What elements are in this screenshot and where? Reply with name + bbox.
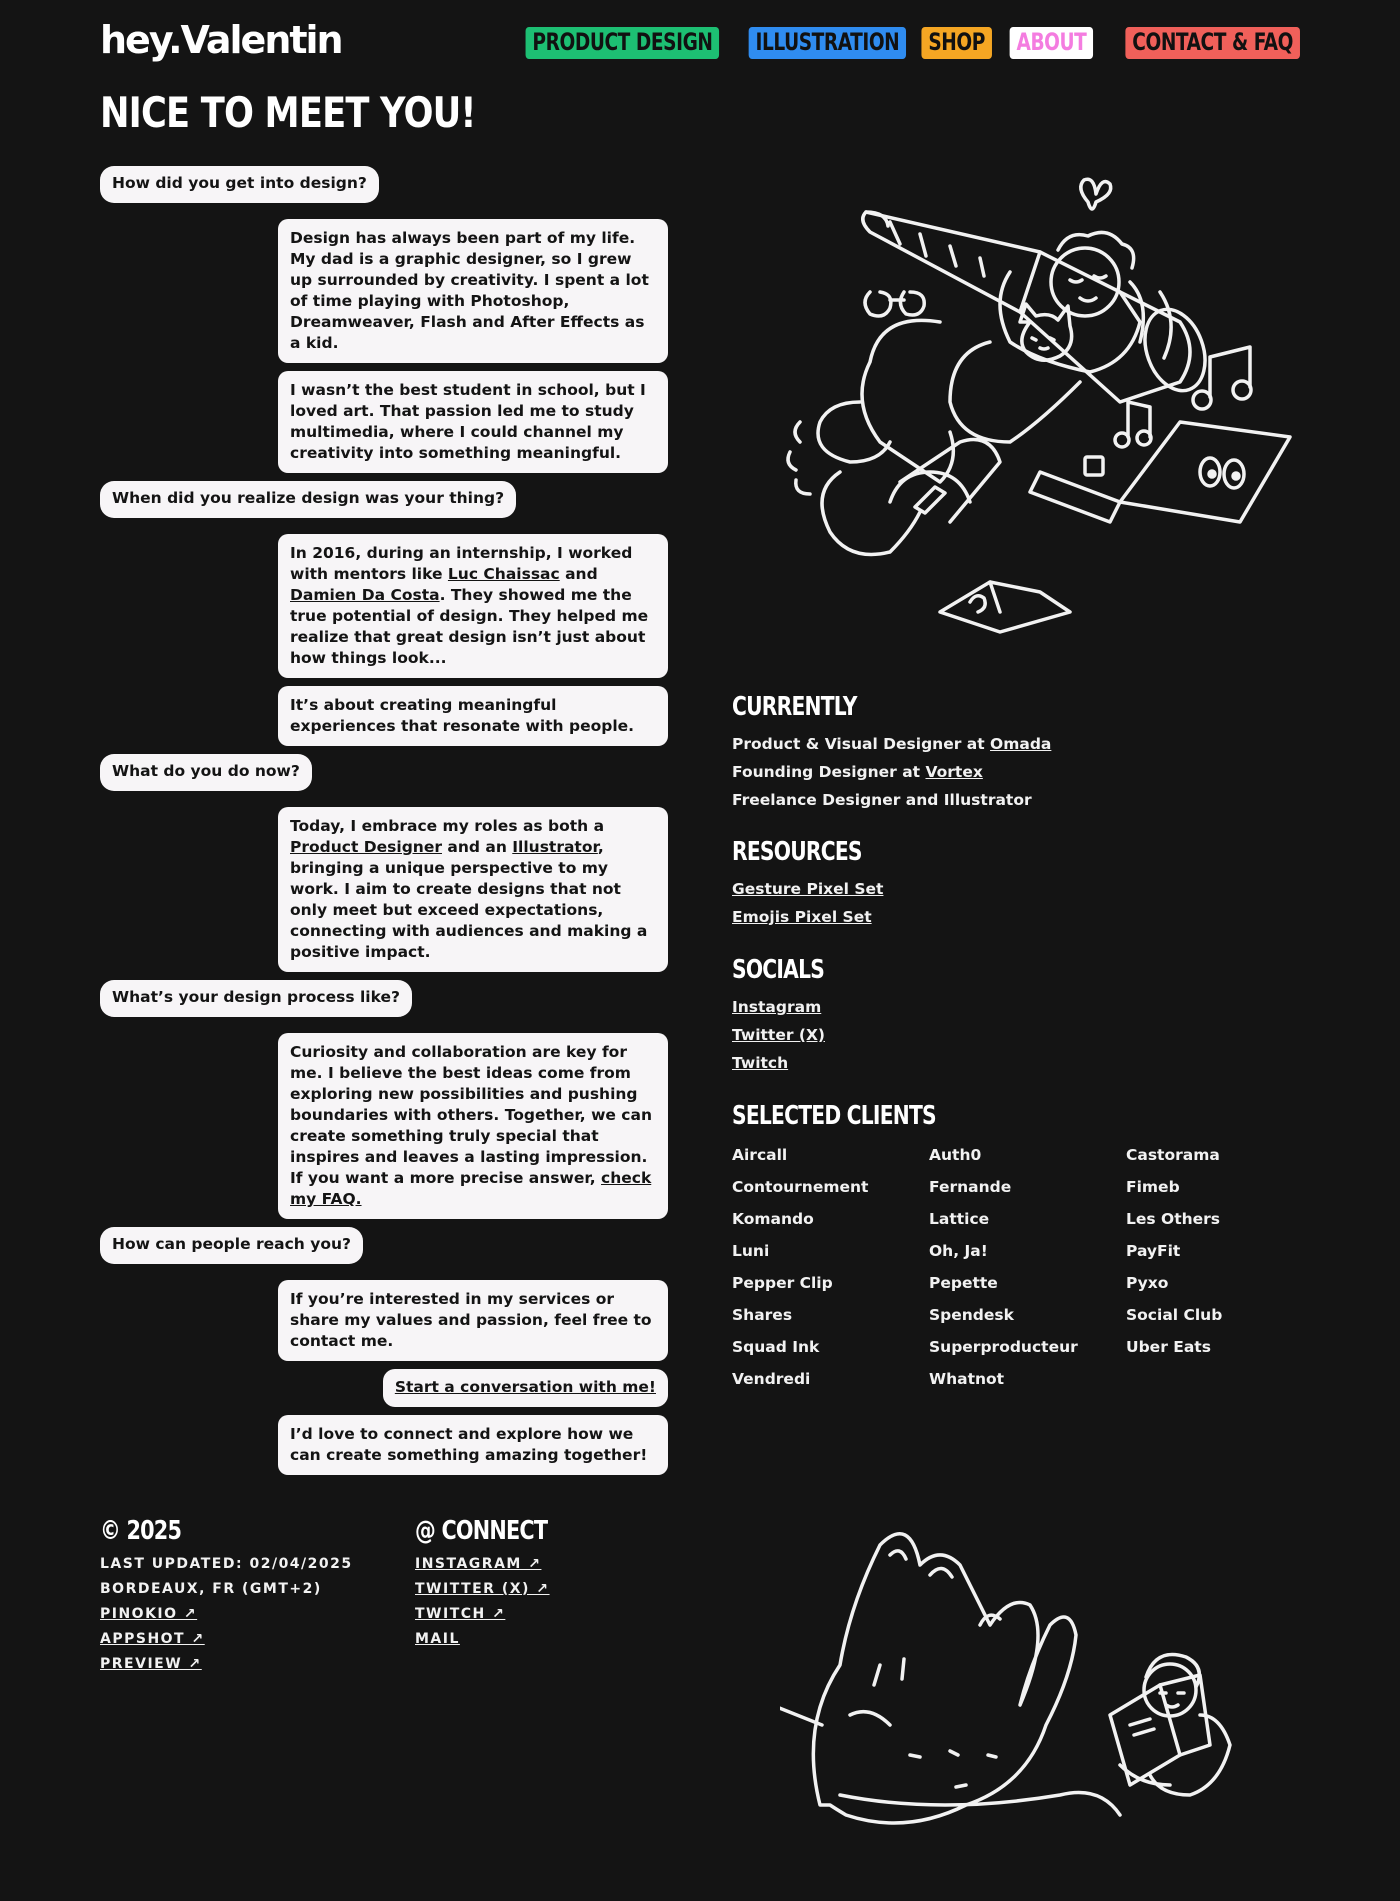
link-vortex[interactable]: Vortex (925, 763, 983, 781)
social-link-instagram[interactable]: Instagram (732, 998, 822, 1016)
page-title: NICE TO MEET YOU! (100, 88, 476, 137)
chat-answer: I wasn’t the best student in school, but I loved art. That passion led me to study multimedia, where I could channel my creativity into something meaningful. (278, 371, 668, 473)
socials-title: SOCIALS (732, 955, 825, 985)
link-omada[interactable]: Omada (990, 735, 1052, 753)
nav-about[interactable]: ABOUT (1009, 27, 1093, 59)
answer-text: Today, I embrace my roles as both a (290, 817, 605, 835)
client-name: Squad Ink (732, 1338, 820, 1356)
client-name: PayFit (1126, 1242, 1181, 1260)
footer-link-appshot[interactable]: APPSHOT ↗ (100, 1631, 205, 1647)
resource-link[interactable]: Emojis Pixel Set (732, 908, 872, 926)
nav-illustration[interactable]: ILLUSTRATION (749, 27, 907, 59)
answer-text: , bringing a unique perspective to my work. I aim to create designs that not only meet but exceed expectations, connecting with audiences and making a positive impact. (290, 838, 648, 961)
clients-grid (732, 1139, 1286, 1395)
main-nav (494, 27, 1300, 59)
footer-connect (415, 1516, 580, 1652)
client-name: Castorama (1126, 1146, 1220, 1164)
chat-answer: I’d love to connect and explore how we can create something amazing together! (278, 1415, 668, 1475)
chat-question: When did you realize design was your thing? (100, 481, 516, 518)
client-name: Lattice (929, 1210, 990, 1228)
client-name: Superproducteur (929, 1338, 1078, 1356)
current-role (732, 758, 1051, 786)
footer-link-twitter[interactable]: TWITTER (X) ↗ (415, 1581, 550, 1597)
link-product-designer[interactable]: Product Designer (290, 838, 442, 856)
chat-question: What do you do now? (100, 754, 312, 791)
last-updated: LAST UPDATED: 02/04/2025 (100, 1556, 353, 1572)
chat-question: How can people reach you? (100, 1227, 363, 1264)
client-name: Pepette (929, 1274, 998, 1292)
start-conversation-button[interactable]: Start a conversation with me! (383, 1369, 668, 1407)
chat-answer (278, 534, 668, 678)
client-name: Social Club (1126, 1306, 1223, 1324)
chat-answer (278, 807, 668, 972)
link-luc-chaissac[interactable]: Luc Chaissac (447, 565, 560, 583)
link-faq[interactable]: check my FAQ. (290, 1169, 652, 1208)
chat-answer (278, 1033, 668, 1219)
answer-text: Curiosity and collaboration are key for me. I believe the best ideas come from exploring new possibilities and pushing boundaries with others. Together, we can create something truly special that inspires and leaves a lasting impression. If you want a more precise answer, (290, 1043, 652, 1187)
socials-section (732, 955, 850, 1077)
resources-section (732, 837, 898, 931)
client-name: Komando (732, 1210, 814, 1228)
client-name: Whatnot (929, 1370, 1005, 1388)
clients-title: SELECTED CLIENTS (732, 1101, 936, 1131)
nav-contact-faq[interactable]: CONTACT & FAQ (1126, 27, 1300, 59)
site-logo[interactable]: hey.Valentin (100, 18, 342, 62)
copyright-title: © 2025 (100, 1516, 182, 1546)
nav-shop[interactable]: SHOP (922, 27, 992, 59)
client-name: Contournement (732, 1178, 869, 1196)
role-text: Founding Designer at (732, 763, 926, 781)
footer-info (100, 1516, 353, 1677)
currently-title: CURRENTLY (732, 692, 857, 722)
chat-answer: If you’re interested in my services or share my values and passion, feel free to contact me. (278, 1280, 668, 1361)
client-name: Pyxo (1126, 1274, 1169, 1292)
chat-answer: Design has always been part of my life. My dad is a graphic designer, so I grew up surrounded by creativity. I spent a lot of time playing with Photoshop, Dreamweaver, Flash and After Effects as a kid. (278, 219, 668, 363)
chat-question: How did you get into design? (100, 166, 379, 203)
client-name: Pepper Clip (732, 1274, 833, 1292)
location: BORDEAUX, FR (GMT+2) (100, 1581, 322, 1597)
client-name: Auth0 (929, 1146, 982, 1164)
footer-link-instagram[interactable]: INSTAGRAM ↗ (415, 1556, 542, 1572)
footer-link-preview[interactable]: PREVIEW ↗ (100, 1656, 202, 1672)
client-name: Aircall (732, 1146, 788, 1164)
answer-text: . They showed me the true potential of design. They helped me realize that great design isn’t just about how things look... (290, 586, 649, 667)
client-name: Vendredi (732, 1370, 811, 1388)
resources-title: RESOURCES (732, 837, 862, 867)
footer-link-twitch[interactable]: TWITCH ↗ (415, 1606, 506, 1622)
current-role (732, 730, 1051, 758)
link-damien-da-costa[interactable]: Damien Da Costa (290, 586, 440, 604)
answer-text: and an (441, 838, 513, 856)
reading-character-illustration (780, 1515, 1260, 1835)
client-name: Spendesk (929, 1306, 1014, 1324)
chat-question: What’s your design process like? (100, 980, 412, 1017)
client-name: Fernande (929, 1178, 1012, 1196)
chat-thread (100, 166, 668, 1483)
client-name: Les Others (1126, 1210, 1221, 1228)
connect-title: @ CONNECT (415, 1516, 548, 1546)
clients-section (732, 1101, 1286, 1395)
resource-link[interactable]: Gesture Pixel Set (732, 880, 884, 898)
client-name: Oh, Ja! (929, 1242, 988, 1260)
answer-text: and (559, 565, 598, 583)
nav-product-design[interactable]: PRODUCT DESIGN (525, 27, 719, 59)
social-link-twitter[interactable]: Twitter (X) (732, 1026, 825, 1044)
client-name: Luni (732, 1242, 770, 1260)
client-name: Fimeb (1126, 1178, 1180, 1196)
answer-text: In 2016, during an internship, I worked with mentors like (290, 544, 633, 583)
currently-section (732, 692, 1051, 814)
role-text: Product & Visual Designer at (732, 735, 991, 753)
social-link-twitch[interactable]: Twitch (732, 1054, 789, 1072)
client-name: Shares (732, 1306, 793, 1324)
footer-link-pinokio[interactable]: PINOKIO ↗ (100, 1606, 198, 1622)
client-name: Uber Eats (1126, 1338, 1211, 1356)
chat-answer: It’s about creating meaningful experiences that resonate with people. (278, 686, 668, 746)
link-illustrator[interactable]: Illustrator (512, 838, 598, 856)
footer-link-mail[interactable]: MAIL (415, 1631, 460, 1647)
flying-pencil-illustration (740, 172, 1300, 652)
current-role: Freelance Designer and Illustrator (732, 791, 1032, 809)
